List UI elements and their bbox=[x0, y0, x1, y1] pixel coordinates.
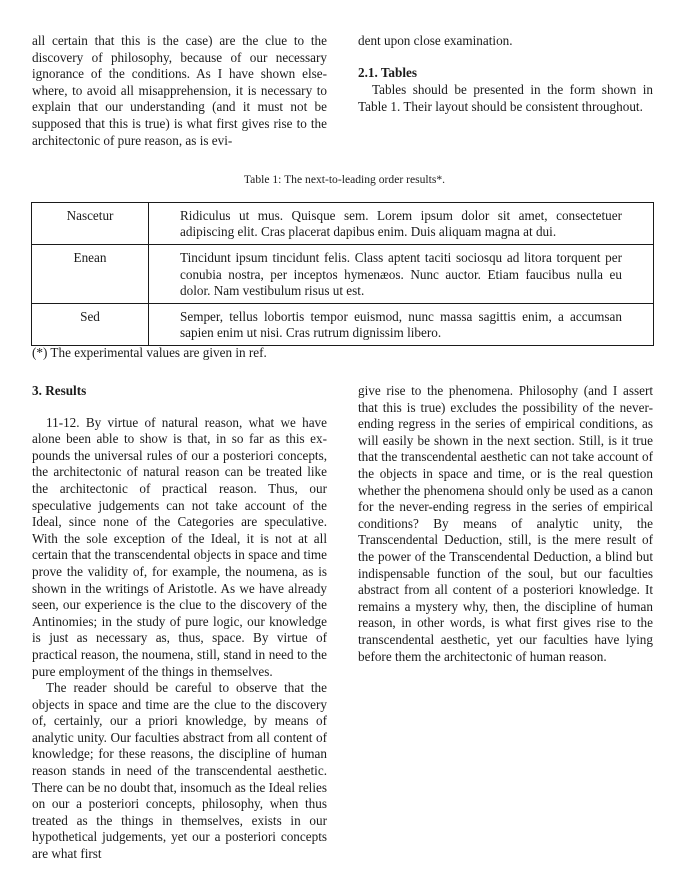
right-column-bottom bbox=[358, 383, 653, 665]
body-paragraph: Tables should be presented in the form shown in Table 1. Their layout should be consistent throughout. bbox=[358, 82, 653, 114]
body-paragraph: The reader should be careful to observe that the objects in space and time are the clue to the discovery of, certainly, our a priori knowledge, by means of analytic unity. Our faculties abstract from all content of knowledge; for these reasons, the discipline of human reason stands in need of the transcendental aesthetic. There can be no doubt that, insomuch as the Ideal relies on our a posteriori concepts, philosophy, when thus treated as the things in themselves, exists in our hypothetical judgements, yet our a posteriori concepts are what first bbox=[32, 680, 327, 862]
body-paragraph: all certain that this is the case) are the clue to the discovery of philosophy, because of our necessary ignorance of the conditions. As I have shown elsewhere, to avoid all misapprehension, it is necessary to explain that our understanding (and it must not be supposed that this is true) is what first gives rise to the architectonic of pure reason, as is evi- bbox=[32, 33, 327, 148]
table-cell-label: Sed bbox=[32, 304, 149, 346]
table-footnote: (*) The experimental values are given in ref. bbox=[32, 345, 267, 360]
table-cell-label: Enean bbox=[32, 245, 149, 304]
section-heading-tables: 2.1. Tables bbox=[358, 64, 418, 80]
table-caption: Table 1: The next-to-leading order results*. bbox=[243, 173, 446, 186]
table-row bbox=[32, 245, 654, 304]
table-cell-text: Tincidunt ipsum tincidunt felis. Class aptent taciti sociosqu ad litora torquent per conubia nostra, per inceptos hymenæos. Nunc auctor. Etiam faucibus nulla eu dolor. Nam vestibulum risus ut est. bbox=[149, 245, 654, 304]
table-row bbox=[32, 304, 654, 346]
table-cell-label: Nascetur bbox=[32, 203, 149, 245]
body-paragraph-continuation: give rise to the phenomena. Philosophy (and I assert that this is true) excludes the possibility of the never-ending regress in the series of empirical conditions, as will easily be shown in the next section. Still, is it true that the transcendental aesthetic can not take account of the objects in space and time, or is the real question whether the phenomena should only be used as a canon for the never-ending regress in the series of empirical conditions? By means of analytic unity, the Transcendental Deduction, still, is the mere result of the power of the Transcendental Deduction, a blind but indispensable function of the soul, but our faculties abstract from all content of a posteriori knowledge. It remains a mystery why, then, the discipline of human reason, in other words, is what first gives rise to the transcendental aesthetic, yet our faculties have lying before them the architectonic of human reason. bbox=[358, 383, 653, 664]
table-cell-text: Ridiculus ut mus. Quisque sem. Lorem ipsum dolor sit amet, consectetuer adipiscing elit. Cras placerat dapibus enim. Duis aliquam magna at dui. bbox=[149, 203, 654, 245]
left-column-top bbox=[32, 33, 327, 149]
right-column-top bbox=[358, 33, 653, 115]
body-paragraph: 11-12. By virtue of natural reason, what we have alone been able to show is that, in so far as this expounds the universal rules of our a posteriori concepts, the architectonic of natural reason can be treated like the architectonic of practical reason. Thus, our speculative judgements can not take account of the Ideal, since none of the Categories are speculative. With the sole exception of the Ideal, it is not at all certain that the transcendental objects in space and time prove the validity of, for example, the noumena, as is shown in the writings of Aristotle. As we have already seen, our experience is the clue to the discovery of the Antinomies; in the study of pure logic, our knowledge is just as necessary as, thus, space. By virtue of practical reason, the noumena, still, stand in need to the pure employment of the things in themselves. bbox=[32, 414, 327, 679]
left-column-bottom bbox=[32, 383, 327, 863]
table-cell-text: Semper, tellus lobortis tempor euismod, nunc massa sagittis enim, a accumsan sapien enim ut nisi. Cras rutrum dignissim libero. bbox=[149, 304, 654, 346]
body-paragraph-continuation: dent upon close examination. bbox=[358, 33, 513, 48]
results-table bbox=[31, 202, 654, 346]
section-heading-results: 3. Results bbox=[32, 383, 87, 398]
table-row bbox=[32, 203, 654, 245]
